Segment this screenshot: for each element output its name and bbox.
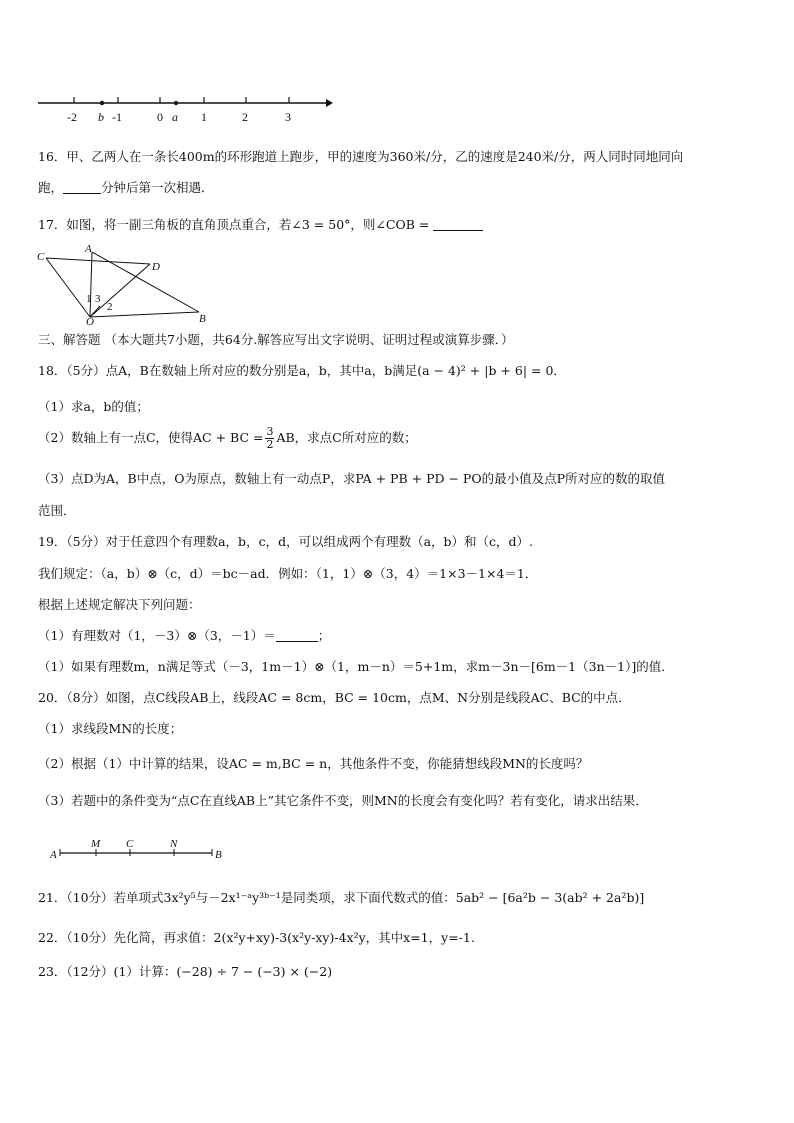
arrow-right-icon <box>326 99 333 107</box>
q16-answer-blank[interactable] <box>63 181 101 194</box>
q22-text: 22．（10分）先化简，再求值：2(x²y+xy)-3(x²y-xy)-4x²y，其中x=1，y=-1. <box>38 930 475 945</box>
q18-stem: 18．（5分）点A，B在数轴上所对应的数分别是a，b，其中a，b满足(a − 4)² + |b + 6| = 0． <box>38 363 566 378</box>
point-b <box>100 101 104 105</box>
segment-label-a: A <box>50 849 57 861</box>
q23-text: 23．（12分）(1）计算：(−28) ÷ 7 − (−3) × (−2) <box>38 964 333 979</box>
figure-label-o: O <box>86 316 94 326</box>
figure-label-c: C <box>37 251 45 263</box>
q20-part-1: （1）求线段MN的长度； <box>38 721 183 736</box>
tick-label: -1 <box>112 110 122 124</box>
q19-stem: 19．（5分）对于任意四个有理数a，b，c，d，可以组成两个有理数（a，b）和（c，d）. <box>38 534 533 549</box>
q17-answer-blank[interactable] <box>433 218 483 231</box>
tick-label: -2 <box>67 110 77 124</box>
section-heading: 三、解答题 （本大题共7小题，共64分.解答应写出文字说明、证明过程或演算步骤．） <box>38 332 514 347</box>
tick-label: 2 <box>242 110 248 124</box>
q18-part-3-line-1: （3）点D为A，B中点，O为原点，数轴上有一动点P，求PA + PB + PD − PO的最小值及点P所对应的数的取值 <box>38 471 665 486</box>
figure-label-3: 3 <box>95 293 101 305</box>
tick-label: 3 <box>285 110 291 124</box>
tick-label-b: b <box>98 110 104 124</box>
q20-stem: 20．（8分）如图，点C线段AB上，线段AC = 8cm，BC = 10cm，点M、N分别是线段AC、BC的中点． <box>38 690 631 705</box>
q21-text: 21．（10分）若单项式3x²y⁵与－2x¹⁻ᵃy³ᵇ⁻¹是同类项，求下面代数式的值：5ab² − [6a²b − 3(ab² + 2a²b)] <box>38 890 645 905</box>
q20-segment-figure <box>48 836 238 864</box>
q20-part-2: （2）根据（1）中计算的结果，设AC = m,BC = n，其他条件不变，你能猜想线段MN的长度吗？ <box>38 756 589 771</box>
q18-part-1: （1）求a，b的值； <box>38 399 149 414</box>
segment-label-b: B <box>215 849 222 861</box>
segment-label-m: M <box>91 838 101 850</box>
point-a <box>174 101 178 105</box>
figure-label-b: B <box>199 313 206 325</box>
q19-part-2: （1）如果有理数m，n满足等式（－3，1m－1）⊗（1，m－n）＝5+1m，求m－3n－[6m－1（3n－1）]的值． <box>38 659 674 674</box>
q17-text: 17．如图，将一副三角板的直角顶点重合，若∠3 = 50°，则∠COB = <box>38 215 483 233</box>
figure-label-d: D <box>152 261 160 273</box>
q19-part-1: （1）有理数对（1，－3）⊗（3，－1）＝ ； <box>38 628 331 643</box>
tick-label: 0 <box>157 110 163 124</box>
q18-part-2: （2）数轴上有一点C，使得AC + BC = $\frac{3}{2}$ AB，求点C所对应的数； <box>38 425 417 451</box>
q20-part-3: （3）若题中的条件变为“点C在直线AB上”其它条件不变，则MN的长度会有变化吗？若有变化，请求出结果． <box>38 793 648 808</box>
q18-part-3-line-2: 范围． <box>38 503 76 518</box>
q19-answer-blank[interactable] <box>276 629 318 642</box>
figure-label-2: 2 <box>107 301 113 313</box>
q16-line-2: 跑， 分钟后第一次相遇． <box>38 180 214 195</box>
q16-line-1: 16．甲、乙两人在一条长400m的环形跑道上跑步，甲的速度为360米/分，乙的速度是240米/分，两人同时同地同向 <box>38 149 684 164</box>
q19-instruction: 根据上述规定解决下列问题： <box>38 597 201 612</box>
tick-label-a: a <box>172 110 178 124</box>
q17-figure <box>34 244 214 326</box>
number-line-ticks <box>74 97 289 103</box>
segment-label-c: C <box>126 838 134 850</box>
segment-label-n: N <box>170 838 178 850</box>
number-line <box>34 92 339 128</box>
tick-label: 1 <box>201 110 207 124</box>
figure-label-a: A <box>85 244 92 255</box>
q19-rule: 我们规定：（a，b）⊗（c，d）＝bc－ad．例如：（1，1）⊗（3，4）＝1×3－1×4＝1． <box>38 566 538 581</box>
figure-label-1: 1 <box>86 293 92 305</box>
fraction-three-halves: $\frac{3}{2}$ <box>266 425 274 451</box>
